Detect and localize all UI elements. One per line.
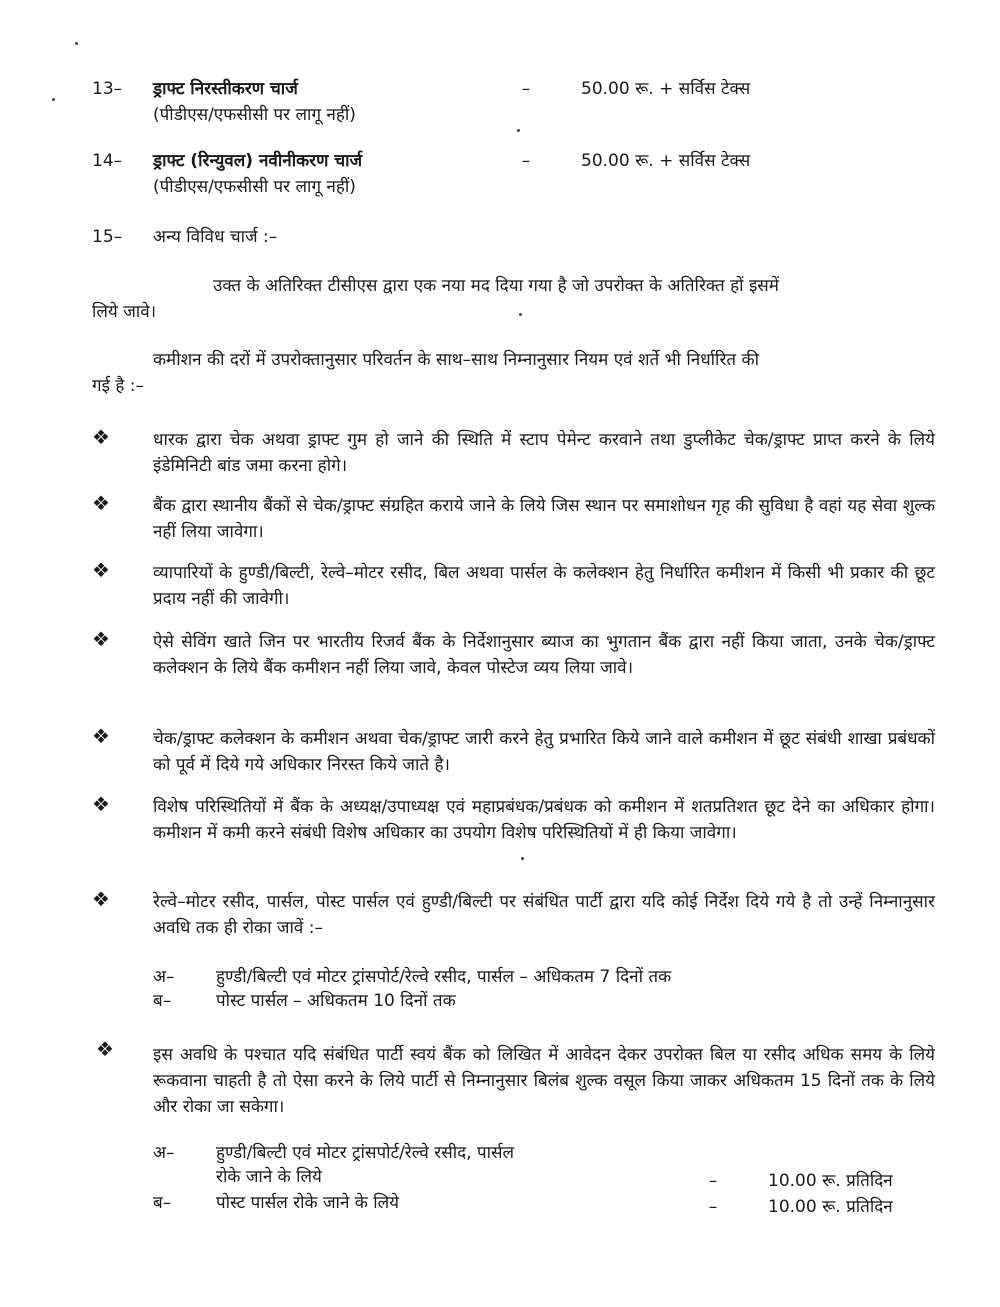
diamond-bullet-icon: ❖	[92, 887, 110, 911]
diamond-bullet-icon: ❖	[92, 724, 110, 748]
sublist-label: अ–	[153, 1143, 175, 1163]
scan-speck	[521, 857, 524, 860]
paragraph-line: उक्त के अतिरिक्त टीसीएस द्वारा एक नया मद दिया गया है जो उपरोक्त के अतिरिक्त हों इसमें	[213, 276, 779, 296]
sublist-dash: –	[708, 1171, 718, 1191]
item-note: (पीडीएस/एफसीसी पर लागू नहीं)	[153, 105, 356, 125]
paragraph-line: गई है :–	[92, 376, 144, 396]
item-amount: 50.00 रू. + सर्विस टेक्स	[581, 79, 751, 99]
scan-speck	[517, 129, 520, 132]
sublist-text: हुण्डी/बिल्टी एवं मोटर ट्रांसपोर्ट/रेल्वे रसीद, पार्सल – अधिकतम 7 दिनों तक	[216, 967, 672, 987]
item-title: ड्राफ्ट निरस्तीकरण चार्ज	[153, 79, 298, 99]
item-title: अन्य विविध चार्ज :–	[153, 227, 278, 247]
scan-speck	[519, 313, 522, 316]
diamond-bullet-icon: ❖	[92, 792, 110, 816]
item-title: ड्राफ्ट (रिन्युवल) नवीनीकरण चार्ज	[153, 151, 363, 171]
sublist-text: रोके जाने के लिये	[216, 1167, 322, 1187]
sublist-text: पोस्ट पार्सल रोके जाने के लिये	[216, 1193, 400, 1213]
item-number: 15–	[92, 227, 123, 247]
scan-speck	[52, 98, 55, 101]
scan-speck	[75, 42, 78, 45]
diamond-bullet-icon: ❖	[92, 627, 110, 651]
paragraph-line: कमीशन की दरों में उपरोक्तानुसार परिवर्तन के साथ–साथ निम्नानुसार नियम एवं शर्ते भी निर्धारित की	[153, 350, 759, 370]
item-number: 13–	[92, 79, 123, 99]
bullet-text: ऐसे सेविंग खाते जिन पर भारतीय रिजर्व बैंक के निर्देशानुसार ब्याज का भुगतान बैंक द्वारा नहीं किया जाता, उनके चेक/ड्राफ्ट कलेक्शन के लिये बैंक कमीशन नहीं लिया जावे, केवल पोस्टेज व्यय लिया जावे।	[153, 632, 935, 678]
diamond-bullet-icon: ❖	[96, 1037, 114, 1061]
item-dash: –	[521, 79, 531, 99]
item-amount: 50.00 रू. + सर्विस टेक्स	[581, 151, 751, 171]
paragraph-line: लिये जावे।	[92, 302, 157, 322]
sublist-dash: –	[708, 1197, 718, 1217]
sublist-label: अ–	[153, 967, 175, 987]
sublist-amount: 10.00 रू. प्रतिदिन	[768, 1171, 893, 1191]
sublist-amount: 10.00 रू. प्रतिदिन	[768, 1197, 893, 1217]
bullet-text: चेक/ड्राफ्ट कलेक्शन के कमीशन अथवा चेक/ड्राफ्ट जारी करने हेतु प्रभारित किये जाने वाले कमीशन में छूट संबंधी शाखा प्रबंधकों को पूर्व में दिये गये अधिकार निरस्त किये जाते है।	[153, 729, 935, 775]
sublist-text: हुण्डी/बिल्टी एवं मोटर ट्रांसपोर्ट/रेल्वे रसीद, पार्सल	[216, 1143, 515, 1163]
bullet-text: बैंक द्वारा स्थानीय बैंकों से चेक/ड्राफ्ट संग्रहित कराये जाने के लिये जिस स्थान पर समाशोधन गृह की सुविधा है वहां यह सेवा शुल्क नहीं लिया जावेगा।	[153, 496, 935, 542]
bullet-text: धारक द्वारा चेक अथवा ड्राफ्ट गुम हो जाने की स्थिति में स्टाप पेमेन्ट करवाने तथा डुप्लीकेट चेक/ड्राफ्ट प्राप्त करने के लिये इंडेमिनिटी बांड जमा करना होगे।	[153, 430, 935, 476]
item-dash: –	[521, 151, 531, 171]
sublist-label: ब–	[153, 991, 172, 1011]
diamond-bullet-icon: ❖	[92, 425, 110, 449]
diamond-bullet-icon: ❖	[92, 558, 110, 582]
item-number: 14–	[92, 151, 123, 171]
diamond-bullet-icon: ❖	[92, 491, 110, 515]
bullet-text: इस अवधि के पश्चात यदि संबंधित पार्टी स्वयं बैंक को लिखित में आवेदन देकर उपरोक्त बिल या रसीद अधिक समय के लिये रूकवाना चाहती है तो ऐसा करने के लिये पार्टी से निम्नानुसार बिलंब शुल्क वसूल किया जाकर अधिकतम 15 दिनों तक के लिये और रोका जा सकेगा।	[153, 1045, 935, 1117]
bullet-text: विशेष परिस्थितियों में बैंक के अध्यक्ष/उपाध्यक्ष एवं महाप्रबंधक/प्रबंधक को कमीशन में शतप्रतिशत छूट देने का अधिकार होगा। कमीशन में कमी करने संबंधी विशेष अधिकार का उपयोग विशेष परिस्थितियों में ही किया जावेगा।	[153, 797, 935, 843]
sublist-text: पोस्ट पार्सल – अधिकतम 10 दिनों तक	[216, 991, 456, 1011]
sublist-label: ब–	[153, 1193, 172, 1213]
item-note: (पीडीएस/एफसीसी पर लागू नहीं)	[153, 177, 356, 197]
bullet-text: रेल्वे–मोटर रसीद, पार्सल, पोस्ट पार्सल एवं हुण्डी/बिल्टी पर संबंधित पार्टी द्वारा यदि कोई निर्देश दिये गये है तो उन्हें निम्नानुसार अवधि तक ही रोका जावें :–	[153, 892, 935, 938]
bullet-text: व्यापारियों के हुण्डी/बिल्टी, रेल्वे–मोटर रसीद, बिल अथवा पार्सल के कलेक्शन हेतु निर्धारित कमीशन में किसी भी प्रकार की छूट प्रदाय नहीं की जावेगी।	[153, 563, 935, 609]
